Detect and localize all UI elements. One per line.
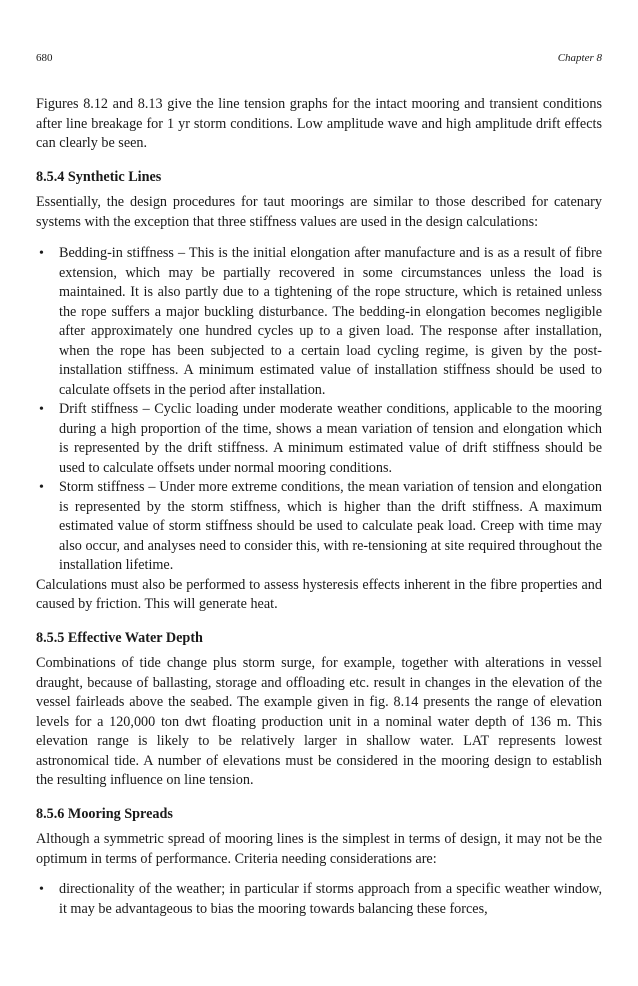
section-body: Combinations of tide change plus storm surge, for example, together with alterations in vessel draught, because of ballasting, storage and offloading etc. result in changes in the elevation of the vessel fairleads above the seabed. The example given in fig. 8.14 presents the range of elevation levels for a 120,000 ton dwt floating production unit in a nominal water depth of 136 m. This elevation range is likely to be relatively larger in shallow water. LAT represents lowest astronomical tide. A number of elevations must be considered in the mooring design to establish the resulting influence on line tension. <box>36 655 602 788</box>
section-heading: 8.5.6 Mooring Spreads <box>36 805 173 822</box>
chapter-label: Chapter 8 <box>557 52 602 64</box>
bullet-icon: • <box>39 246 44 261</box>
bullet-icon: • <box>39 402 44 417</box>
bullet-icon: • <box>39 480 44 495</box>
list-item <box>36 880 602 919</box>
list-item-text: Bedding-in stiffness – This is the initial elongation after manufacture and is as a result of fibre extension, which may be partially recovered in some circumstances unless the load is maintained. It is also partly due to a tightening of the rope structure, which is retained unless the rope suffers a major buckling disturbance. The bedding-in elongation becomes negligible after approximately one hundred cycles up to a given load. The response after installation, when the rope has been subjected to a certain load cycling regime, is given by the post-installation stiffness. A minimum estimated value of installation stiffness should be used to calculate offsets in the period after installation. <box>59 245 602 398</box>
section-heading: 8.5.5 Effective Water Depth <box>36 629 203 646</box>
section-synthetic-lines <box>36 168 602 615</box>
section-intro: Essentially, the design procedures for taut moorings are similar to those described for catenary systems with the exception that three stiffness values are used in the design calculations: <box>36 194 602 230</box>
intro-paragraph: Figures 8.12 and 8.13 give the line tension graphs for the intact mooring and transient conditions after line breakage for 1 yr storm conditions. Low amplitude wave and high amplitude drift effects can clearly be seen. <box>36 96 602 151</box>
running-head <box>36 52 602 65</box>
section-body: Although a symmetric spread of mooring lines is the simplest in terms of design, it may not be the optimum in terms of performance. Criteria needing considerations are: <box>36 831 602 867</box>
list-item <box>36 400 602 478</box>
list-item-text: Storm stiffness – Under more extreme conditions, the mean variation of tension and elongation is represented by the storm stiffness, which is higher than the drift stiffness. A maximum estimated value of storm stiffness should be used to calculate peak load. Creep with time may also occur, and analyses need to consider this, with re-tensioning at site required throughout the installation lifetime. <box>59 479 602 573</box>
stiffness-list <box>36 244 602 576</box>
section-effective-water-depth <box>36 629 602 791</box>
list-item <box>36 244 602 400</box>
section-heading: 8.5.4 Synthetic Lines <box>36 168 162 185</box>
bullet-icon: • <box>39 882 44 897</box>
list-item-text: directionality of the weather; in particular if storms approach from a specific weather window, it may be advantageous to bias the mooring towards balancing these forces, <box>59 881 602 917</box>
section-mooring-spreads <box>36 805 602 920</box>
list-item <box>36 478 602 576</box>
list-item-text: Drift stiffness – Cyclic loading under moderate weather conditions, applicable to the mooring during a high proportion of the time, shows a mean variation of tension and elongation which is represented by the drift stiffness. A minimum estimated value of drift stiffness should be used to calculate offsets under normal mooring conditions. <box>59 401 602 476</box>
page <box>36 52 602 919</box>
section-closing: Calculations must also be performed to assess hysteresis effects inherent in the fibre properties and caused by friction. This will generate heat. <box>36 576 602 612</box>
criteria-list <box>36 880 602 919</box>
page-number: 680 <box>36 52 53 64</box>
